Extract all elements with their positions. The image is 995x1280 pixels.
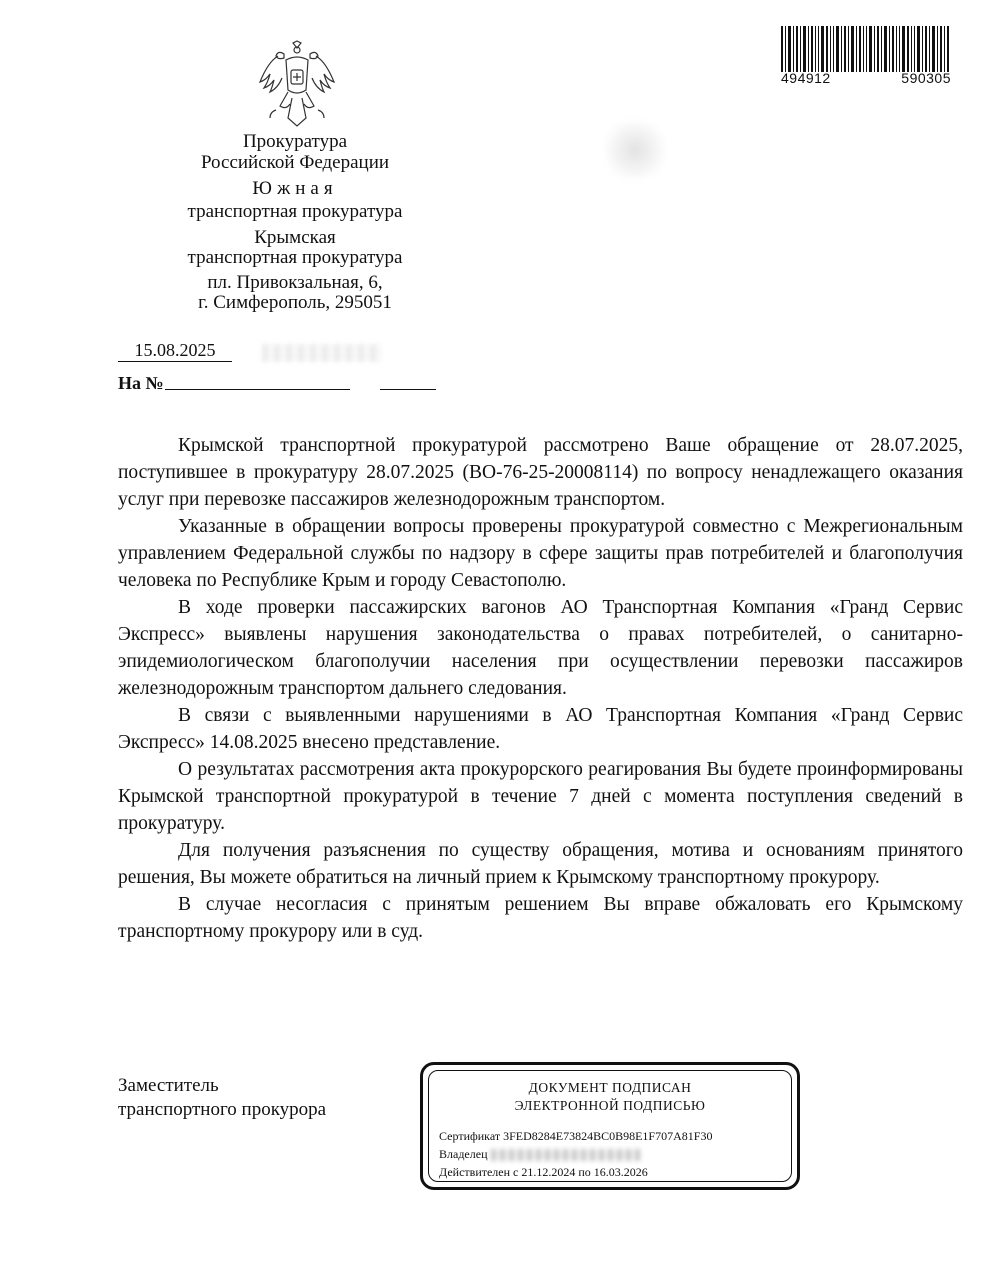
body-paragraph-5: О результатах рассмотрения акта прокурорского реагирования Вы будете проинформированы Крымской транспортной прокуратурой в течение 7 дней с момента поступления сведений в прокуратуру.: [118, 759, 963, 834]
barcode-number: [781, 70, 951, 86]
signatory-title-line-2: транспортного прокурора: [118, 1099, 327, 1120]
stamp-title-line-1: ДОКУМЕНТ ПОДПИСАН: [528, 1080, 692, 1095]
reference-number-label: На №: [118, 373, 164, 393]
barcode-number-left: 494912: [781, 70, 831, 86]
redacted-recipient: [600, 120, 670, 180]
header-line-4: транспортная прокуратура: [187, 201, 403, 222]
body-paragraph-4: В связи с выявленными нарушениями в АО Транспортная Компания «Гранд Сервис Экспресс» 14.08.2025 внесено представление.: [118, 705, 963, 753]
barcode: [781, 26, 951, 72]
stamp-owner-label: Владелец: [439, 1147, 488, 1161]
letter-body: [118, 432, 963, 945]
header-line-3: Южная: [252, 178, 338, 199]
stamp-owner: [439, 1147, 641, 1162]
reference-number-line: [165, 389, 350, 390]
body-paragraph-2: Указанные в обращении вопросы проверены прокуратурой совместно с Межрегиональным управлением Федеральной службы по надзору в сфере защиты прав потребителей и благополучия человека по Республике Крым и городу Севастополю.: [118, 516, 963, 591]
header-line-6: транспортная прокуратура: [187, 247, 403, 268]
signatory-title-line-1: Заместитель: [118, 1075, 219, 1096]
reference-date-line: [380, 389, 436, 390]
header-line-5: Крымская: [254, 227, 336, 248]
double-headed-eagle-emblem: [256, 40, 338, 130]
letter-date: 15.08.2025: [118, 339, 232, 362]
header-line-8: г. Симферополь, 295051: [198, 292, 392, 313]
header-line-1: Прокуратура: [242, 131, 348, 152]
body-paragraph-7: В случае несогласия с принятым решением Вы вправе обжаловать его Крымскому транспортному прокурору или в суд.: [118, 894, 963, 942]
electronic-signature-stamp: [420, 1062, 800, 1190]
header-line-7: пл. Привокзальная, 6,: [207, 272, 383, 293]
stamp-title-line-2: ЭЛЕКТРОННОЙ ПОДПИСЬЮ: [514, 1098, 706, 1113]
body-paragraph-6: Для получения разъяснения по существу обращения, мотива и основаниям принятого решения, Вы можете обратиться на личный прием к Крымскому транспортному прокурору.: [118, 840, 963, 888]
stamp-validity: Действителен с 21.12.2024 по 16.03.2026: [439, 1165, 648, 1179]
header-line-2: Российской Федерации: [200, 152, 390, 173]
redacted-outgoing-number: [262, 344, 382, 362]
barcode-number-right: 590305: [901, 70, 951, 86]
signatory-title: [118, 1074, 326, 1122]
redacted-owner-name: [491, 1149, 641, 1161]
body-paragraph-1: Крымской транспортной прокуратурой рассмотрено Ваше обращение от 28.07.2025, поступившее в прокуратуру 28.07.2025 (ВО-76-25-20008114) по вопросу ненадлежащего оказания услуг при перевозке пассажиров железнодорожным транспортом.: [118, 435, 963, 510]
body-paragraph-3: В ходе проверки пассажирских вагонов АО Транспортная Компания «Гранд Сервис Экспресс» выявлены нарушения законодательства о правах потребителей, о санитарно-эпидемиологическом благополучии населения при осуществлении перевозки пассажиров железнодорожным транспортом дальнего следования.: [118, 597, 963, 699]
stamp-certificate: Сертификат 3FED8284E73824BC0B98E1F707A81F30: [439, 1129, 713, 1143]
